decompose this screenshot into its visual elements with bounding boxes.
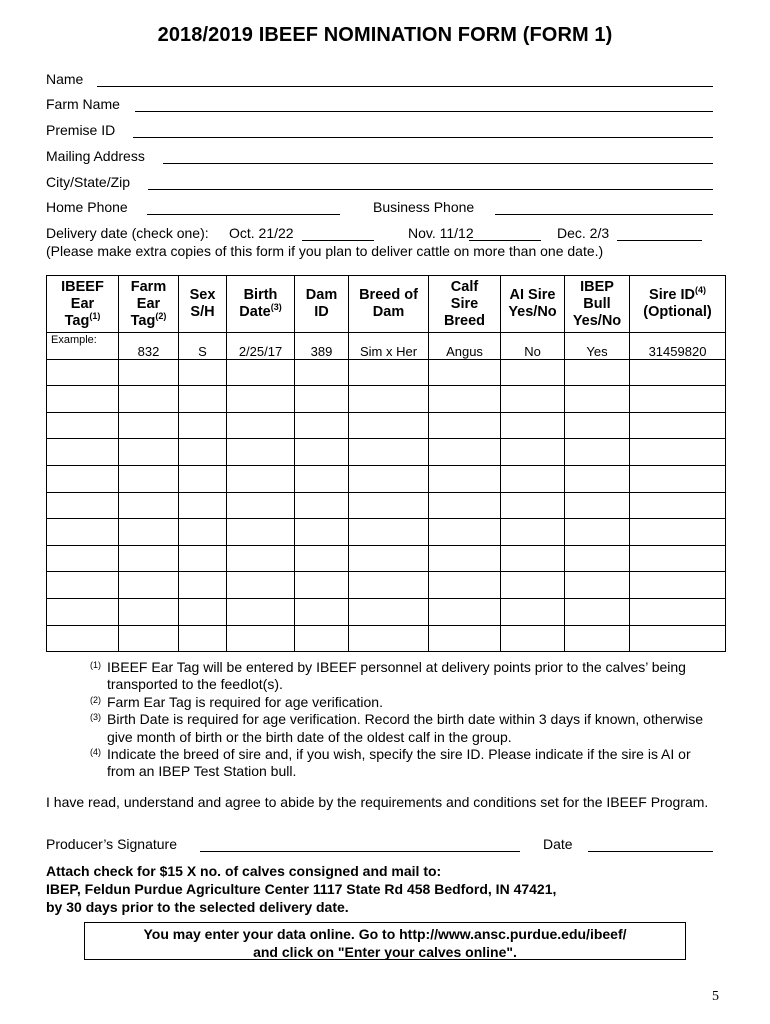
online-line-1[interactable]: You may enter your data online. Go to http://www.ansc.purdue.edu/ibeef/ <box>143 926 627 942</box>
column-header-line: Ear <box>70 295 95 312</box>
attach-line-3: by 30 days prior to the selected delivery date. <box>46 899 349 915</box>
footnote-number: (1) <box>90 660 101 670</box>
table-row <box>47 412 726 439</box>
online-entry-box <box>84 922 686 960</box>
column-header-line: Tag <box>130 312 156 329</box>
table-cell[interactable] <box>179 439 227 466</box>
page-number: 5 <box>712 989 719 1004</box>
city-state-zip-line[interactable] <box>148 189 713 190</box>
delivery-option-nov: Nov. 11/12 <box>408 225 474 241</box>
footnote <box>80 694 720 711</box>
attach-line-2: IBEP, Feldun Purdue Agriculture Center 1117 State Rd 458 Bedford, IN 47421, <box>46 881 557 897</box>
table-cell[interactable] <box>179 492 227 519</box>
city-state-zip-label: City/State/Zip <box>46 174 131 190</box>
table-cell[interactable] <box>179 359 227 386</box>
example-value: Angus <box>446 344 483 360</box>
premise-id-label: Premise ID <box>46 122 116 138</box>
table-cell[interactable] <box>47 545 119 572</box>
example-value: 2/25/17 <box>238 344 283 360</box>
table-cell[interactable] <box>429 359 501 386</box>
mailing-address-label: Mailing Address <box>46 148 145 164</box>
table-cell[interactable] <box>349 465 429 492</box>
example-cell <box>630 333 726 360</box>
table-cell[interactable] <box>565 465 630 492</box>
table-cell[interactable] <box>565 545 630 572</box>
table-cell[interactable] <box>227 465 295 492</box>
column-header <box>295 276 349 333</box>
farm-name-label: Farm Name <box>46 96 120 112</box>
table-cell[interactable] <box>630 412 726 439</box>
table-cell[interactable] <box>179 386 227 413</box>
table-header-row <box>47 276 726 333</box>
table-cell[interactable] <box>119 492 179 519</box>
column-header-line: Tag <box>64 312 90 329</box>
example-value: Yes <box>586 344 608 360</box>
footnote-ref: (3) <box>270 302 282 313</box>
table-cell[interactable] <box>295 572 349 599</box>
table-cell[interactable] <box>501 572 565 599</box>
table-cell[interactable] <box>429 492 501 519</box>
table-cell[interactable] <box>429 386 501 413</box>
table-cell[interactable] <box>179 598 227 625</box>
premise-id-line[interactable] <box>133 137 713 138</box>
table-cell[interactable] <box>119 465 179 492</box>
footnote-number: (2) <box>90 694 101 705</box>
signature-line[interactable] <box>200 851 520 852</box>
table-cell[interactable] <box>295 359 349 386</box>
table-cell[interactable] <box>349 572 429 599</box>
column-header <box>501 276 565 333</box>
column-header-line: (Optional) <box>643 304 712 320</box>
table-cell[interactable] <box>630 359 726 386</box>
table-row <box>47 519 726 546</box>
table-cell[interactable] <box>630 492 726 519</box>
table-row <box>47 439 726 466</box>
column-header-line: Dam <box>305 287 338 303</box>
table-cell[interactable] <box>429 465 501 492</box>
table-cell[interactable] <box>119 386 179 413</box>
mailing-address-line[interactable] <box>163 163 713 164</box>
table-cell[interactable] <box>47 465 119 492</box>
table-cell[interactable] <box>227 439 295 466</box>
table-cell[interactable] <box>47 359 119 386</box>
footnote-ref: (1) <box>89 310 101 321</box>
column-header-line: Calf <box>450 278 479 295</box>
table-row <box>47 465 726 492</box>
table-cell[interactable] <box>349 386 429 413</box>
column-header-line: IBEEF <box>61 278 104 295</box>
table-cell[interactable] <box>119 519 179 546</box>
table-cell[interactable] <box>630 598 726 625</box>
column-header <box>227 276 295 333</box>
footnote-text: Birth Date is required for age verification. Record the birth date within 3 days if known, otherwise give month of birth or the birth date of the oldest calf in the group. <box>107 711 704 745</box>
date-label: Date <box>543 836 573 852</box>
table-cell[interactable] <box>47 412 119 439</box>
footnote-text: Indicate the breed of sire and, if you wish, specify the sire ID. Please indicate if the sire is AI or from an IBEP Test Station bull. <box>107 746 691 780</box>
example-cell <box>349 333 429 360</box>
table-cell[interactable] <box>295 598 349 625</box>
table-cell[interactable] <box>429 625 501 652</box>
example-cell <box>501 333 565 360</box>
table-cell[interactable] <box>179 412 227 439</box>
table-cell[interactable] <box>179 545 227 572</box>
footnote <box>80 746 720 781</box>
table-cell[interactable] <box>429 519 501 546</box>
table-cell[interactable] <box>47 519 119 546</box>
delivery-option-oct: Oct. 21/22 <box>229 225 294 241</box>
attach-line-1: Attach check for $15 X no. of calves consigned and mail to: <box>46 863 442 879</box>
table-cell[interactable] <box>119 439 179 466</box>
footnote-text: IBEEF Ear Tag will be entered by IBEEF personnel at delivery points prior to the calves’ being transported to the feedlot(s). <box>107 659 686 693</box>
table-row <box>47 545 726 572</box>
column-header-line: IBEP <box>580 278 614 295</box>
table-cell[interactable] <box>295 545 349 572</box>
column-header-line: Bull <box>583 295 611 312</box>
delivery-nov-line[interactable] <box>469 240 541 241</box>
footnote <box>80 711 720 746</box>
table-cell[interactable] <box>429 439 501 466</box>
farm-name-line[interactable] <box>135 111 713 112</box>
name-line[interactable] <box>97 86 713 87</box>
table-cell[interactable] <box>295 386 349 413</box>
table-cell[interactable] <box>349 598 429 625</box>
delivery-label: Delivery date (check one): <box>46 225 209 241</box>
form-title: 2018/2019 IBEEF NOMINATION FORM (FORM 1) <box>157 24 613 46</box>
column-header-line: AI Sire <box>509 287 556 303</box>
delivery-note: (Please make extra copies of this form if you plan to deliver cattle on more than one date.) <box>46 243 604 259</box>
table-cell[interactable] <box>349 625 429 652</box>
table-cell[interactable] <box>119 412 179 439</box>
table-cell[interactable] <box>349 439 429 466</box>
example-cell <box>295 333 349 360</box>
footnote-ref: (4) <box>694 285 706 296</box>
example-value: 31459820 <box>648 344 707 360</box>
table-cell[interactable] <box>349 519 429 546</box>
table-cell[interactable] <box>295 625 349 652</box>
table-row <box>47 625 726 652</box>
table-cell[interactable] <box>565 519 630 546</box>
table-cell[interactable] <box>349 492 429 519</box>
table-cell[interactable] <box>227 412 295 439</box>
column-header-line: S/H <box>190 304 215 320</box>
table-cell[interactable] <box>179 519 227 546</box>
table-cell[interactable] <box>501 598 565 625</box>
table-cell[interactable] <box>501 359 565 386</box>
footnote <box>80 659 720 694</box>
name-label: Name <box>46 71 84 87</box>
home-phone-label: Home Phone <box>46 199 128 215</box>
table-cell[interactable] <box>119 625 179 652</box>
example-cell <box>227 333 295 360</box>
example-cell <box>119 333 179 360</box>
table-cell[interactable] <box>565 625 630 652</box>
column-header-line: Breed <box>443 312 486 329</box>
column-header-line: Ear <box>136 295 161 312</box>
table-cell[interactable] <box>179 625 227 652</box>
table-cell[interactable] <box>501 412 565 439</box>
table-cell[interactable] <box>429 598 501 625</box>
column-header <box>630 276 726 333</box>
table-cell[interactable] <box>630 386 726 413</box>
date-line[interactable] <box>588 851 713 852</box>
table-cell[interactable] <box>630 625 726 652</box>
example-value: 832 <box>137 344 160 360</box>
table-row <box>47 492 726 519</box>
table-cell[interactable] <box>565 572 630 599</box>
table-cell[interactable] <box>227 598 295 625</box>
table-row <box>47 359 726 386</box>
column-header-line: ID <box>314 304 329 320</box>
column-header <box>429 276 501 333</box>
column-header <box>119 276 179 333</box>
column-header-line: Yes/No <box>572 312 622 329</box>
column-header-line: Dam <box>372 304 405 320</box>
table-cell[interactable] <box>227 492 295 519</box>
table-cell[interactable] <box>630 545 726 572</box>
table-cell[interactable] <box>295 465 349 492</box>
column-header-line: Sire <box>450 295 479 312</box>
table-row <box>47 386 726 413</box>
table-cell[interactable] <box>119 359 179 386</box>
example-label: Example: <box>51 334 97 346</box>
online-line-2: and click on "Enter your calves online". <box>253 944 517 960</box>
table-cell[interactable] <box>179 465 227 492</box>
example-cell <box>179 333 227 360</box>
example-value: Sim x Her <box>359 344 418 360</box>
table-cell[interactable] <box>47 625 119 652</box>
nomination-table <box>46 275 726 652</box>
example-cell <box>565 333 630 360</box>
table-cell[interactable] <box>349 412 429 439</box>
table-cell[interactable] <box>630 439 726 466</box>
column-header-line: Sire ID <box>649 287 695 303</box>
business-phone-label: Business Phone <box>373 199 475 215</box>
example-row <box>47 333 726 360</box>
example-value: No <box>524 344 541 360</box>
table-cell[interactable] <box>227 572 295 599</box>
agreement-text: I have read, understand and agree to abide by the requirements and conditions set for the IBEEF Program. <box>46 794 709 810</box>
signature-label: Producer’s Signature <box>46 836 178 852</box>
table-cell[interactable] <box>179 572 227 599</box>
table-cell[interactable] <box>295 519 349 546</box>
table-cell[interactable] <box>501 492 565 519</box>
table-cell[interactable] <box>227 545 295 572</box>
table-cell[interactable] <box>565 359 630 386</box>
table-cell[interactable] <box>429 572 501 599</box>
mailing-instructions <box>46 862 556 916</box>
table-cell[interactable] <box>47 598 119 625</box>
table-cell[interactable] <box>119 545 179 572</box>
table-cell[interactable] <box>565 386 630 413</box>
footnotes <box>80 659 720 781</box>
column-header-line: Breed of <box>359 287 418 303</box>
example-cell <box>47 333 119 360</box>
footnote-text: Farm Ear Tag is required for age verification. <box>107 693 383 710</box>
table-cell[interactable] <box>227 625 295 652</box>
table-cell[interactable] <box>630 465 726 492</box>
table-cell[interactable] <box>47 492 119 519</box>
table-cell[interactable] <box>119 598 179 625</box>
example-value: S <box>198 344 207 360</box>
table-cell[interactable] <box>501 439 565 466</box>
table-row <box>47 598 726 625</box>
table-cell[interactable] <box>501 386 565 413</box>
column-header <box>47 276 119 333</box>
example-value: 389 <box>310 344 333 360</box>
table-cell[interactable] <box>119 572 179 599</box>
table-cell[interactable] <box>227 359 295 386</box>
column-header-line: Birth <box>243 287 278 303</box>
table-cell[interactable] <box>47 439 119 466</box>
column-header-line: Date <box>239 304 271 320</box>
table-cell[interactable] <box>227 386 295 413</box>
table-cell[interactable] <box>47 572 119 599</box>
column-header <box>349 276 429 333</box>
column-header-line: Sex <box>189 287 216 303</box>
delivery-dec-line[interactable] <box>617 240 702 241</box>
table-cell[interactable] <box>227 519 295 546</box>
table-cell[interactable] <box>630 572 726 599</box>
table-cell[interactable] <box>349 359 429 386</box>
footnote-ref: (2) <box>155 310 167 321</box>
home-phone-line[interactable] <box>147 214 340 215</box>
column-header-line: Farm <box>130 278 167 295</box>
table-cell[interactable] <box>501 519 565 546</box>
table-cell[interactable] <box>630 519 726 546</box>
table-row <box>47 572 726 599</box>
business-phone-line[interactable] <box>495 214 713 215</box>
footnote-number: (4) <box>90 747 101 758</box>
table-cell[interactable] <box>565 598 630 625</box>
table-cell[interactable] <box>295 412 349 439</box>
table-cell[interactable] <box>47 386 119 413</box>
example-cell <box>429 333 501 360</box>
table-cell[interactable] <box>565 492 630 519</box>
table-cell[interactable] <box>501 465 565 492</box>
table-cell[interactable] <box>295 439 349 466</box>
column-header <box>179 276 227 333</box>
table-cell[interactable] <box>295 492 349 519</box>
table-cell[interactable] <box>429 545 501 572</box>
column-header-line: Yes/No <box>508 304 557 320</box>
table-cell[interactable] <box>349 545 429 572</box>
delivery-oct-line[interactable] <box>302 240 374 241</box>
table-cell[interactable] <box>501 625 565 652</box>
table-cell[interactable] <box>501 545 565 572</box>
table-cell[interactable] <box>565 439 630 466</box>
column-header <box>565 276 630 333</box>
footnote-number: (3) <box>90 712 101 723</box>
table-cell[interactable] <box>429 412 501 439</box>
delivery-option-dec: Dec. 2/3 <box>557 225 610 241</box>
table-cell[interactable] <box>565 412 630 439</box>
